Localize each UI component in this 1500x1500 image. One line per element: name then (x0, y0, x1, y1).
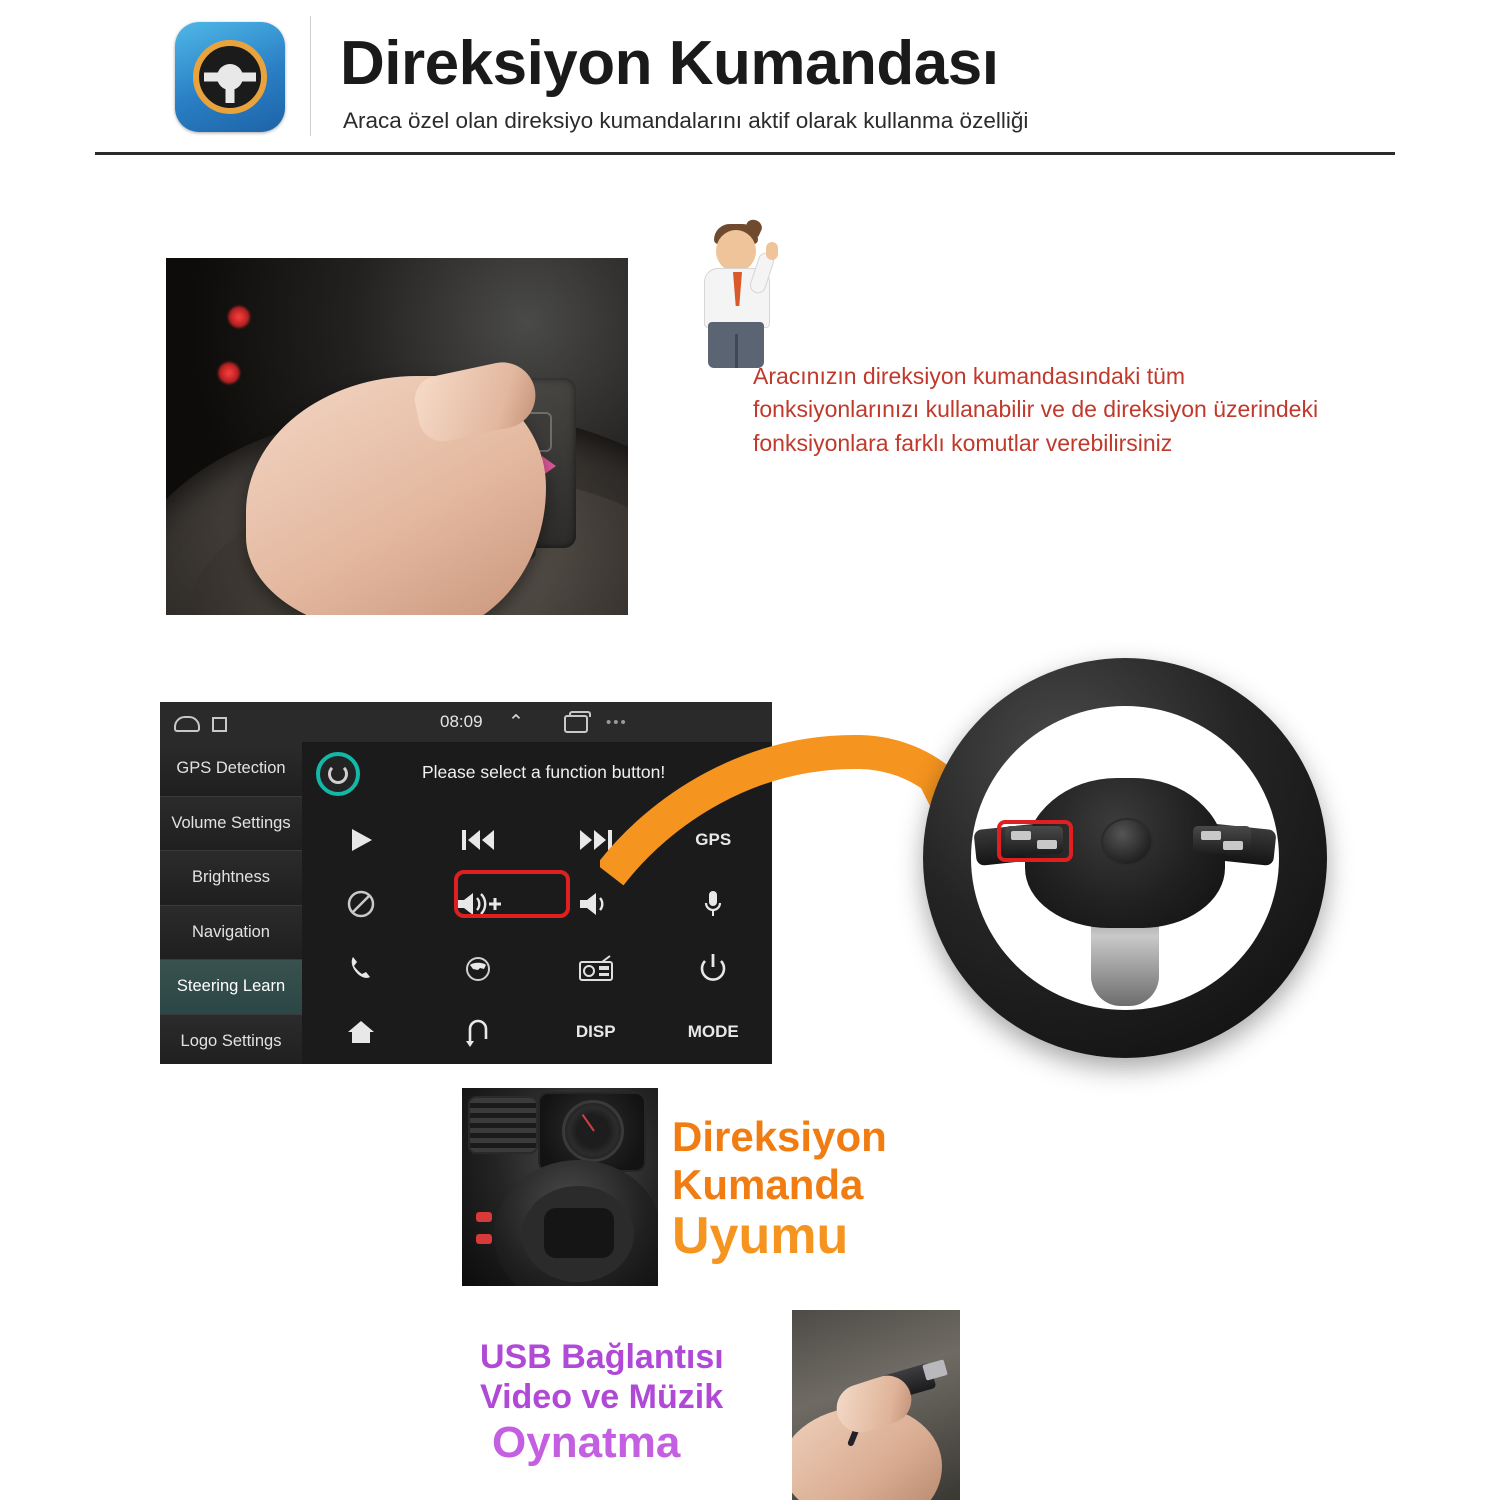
wheel-right-buttons (1193, 826, 1251, 854)
function-button-back[interactable] (420, 1000, 538, 1064)
function-button-label: GPS (695, 830, 732, 849)
radio-icon (578, 954, 614, 982)
settings-sidebar (160, 742, 303, 1064)
sidebar-item-label: GPS Detection (176, 759, 286, 777)
car-dashboard-photo (462, 1088, 658, 1286)
instruction-text: Please select a function button! (422, 762, 666, 782)
phone-hangup-icon (461, 954, 495, 982)
promo-headline-line3: Uyumu (672, 1207, 849, 1265)
header-divider (310, 16, 311, 136)
function-button-power[interactable] (655, 936, 773, 1000)
page-title: Direksiyon Kumandası (340, 29, 999, 98)
promo-headline-line2: Kumanda (672, 1161, 864, 1208)
function-button-home[interactable] (302, 1000, 420, 1064)
feature-description: Aracınızın direksiyon kumandasındaki tüm fonksiyonlarınızı kullanabilir ve de direksiyon üzerindeki fonksiyonlara farklı komutlar verebilirsiniz (753, 363, 1319, 456)
back-arrow-icon (464, 1017, 492, 1047)
function-button-previous-track[interactable] (420, 808, 538, 872)
square-icon[interactable] (212, 717, 227, 732)
refresh-icon[interactable] (316, 752, 360, 796)
status-time: 08:09 (440, 712, 483, 731)
function-button-radio[interactable] (537, 936, 655, 1000)
sidebar-item-label: Logo Settings (180, 1031, 282, 1050)
sidebar-item-volume-settings[interactable] (160, 797, 302, 852)
recent-apps-icon[interactable] (564, 715, 588, 733)
steering-wheel-icon (175, 22, 285, 132)
function-button-mute-band[interactable] (302, 872, 420, 936)
function-button-label: MODE (687, 1022, 739, 1041)
usb-plug-photo (792, 1310, 960, 1500)
function-button-disp[interactable] (537, 1000, 655, 1064)
header-rule (95, 152, 1395, 155)
sidebar-item-gps-detection[interactable] (160, 742, 302, 797)
sidebar-item-label: Brightness (192, 868, 270, 887)
sidebar-item-label: Volume Settings (171, 813, 291, 832)
sidebar-item-label: Steering Learn (176, 977, 286, 996)
sidebar-item-label: Navigation (192, 922, 270, 941)
previous-track-icon (460, 827, 496, 853)
function-button-mode[interactable] (655, 1000, 773, 1064)
bottom-promo-panel (462, 1088, 962, 1500)
sidebar-item-steering-learn[interactable] (160, 960, 302, 1015)
house-icon (346, 1018, 376, 1046)
usb-headline-line1: USB Bağlantısı (480, 1338, 724, 1376)
sidebar-item-navigation[interactable] (160, 906, 302, 961)
power-icon (699, 953, 727, 983)
mute-slash-icon (346, 889, 376, 919)
function-button-volume-up[interactable] (420, 872, 538, 936)
page-subtitle: Araca özel olan direksiyo kumandalarını aktif olarak kullanma özelliği (343, 108, 1029, 133)
function-button-play[interactable] (302, 808, 420, 872)
overflow-dots-icon[interactable]: ••• (606, 714, 628, 731)
usb-headline-line2: Video ve Müzik (480, 1378, 724, 1416)
function-button-call-end[interactable] (420, 936, 538, 1000)
function-button-call-answer[interactable] (302, 936, 420, 1000)
function-button-label: DISP (575, 1022, 616, 1041)
home-icon[interactable] (174, 716, 200, 732)
highlight-box-wheel-buttons (997, 820, 1073, 862)
phone-icon (348, 954, 374, 982)
businessman-pointing-up-icon (692, 222, 788, 372)
volume-up-icon (455, 890, 501, 918)
sidebar-item-brightness[interactable] (160, 851, 302, 906)
promo-headline-line1: Direksiyon (672, 1113, 887, 1160)
usb-headline-line3: Oynatma (492, 1418, 681, 1467)
steering-wheel-photo (905, 648, 1345, 1068)
hand-on-steering-buttons-photo (166, 258, 628, 615)
play-icon (348, 826, 374, 854)
double-chevron-up-icon[interactable]: ⌃ (508, 712, 524, 733)
page-header (95, 10, 1395, 150)
sidebar-item-logo-settings[interactable] (160, 1015, 302, 1064)
